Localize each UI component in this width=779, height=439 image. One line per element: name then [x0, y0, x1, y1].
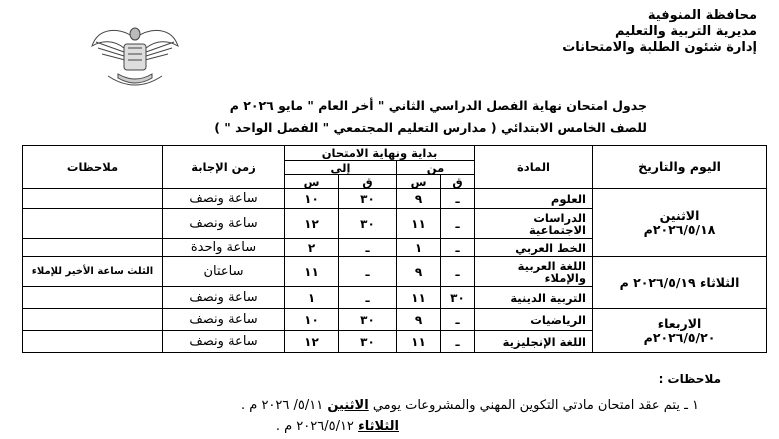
note-cell — [23, 331, 163, 353]
table-row — [23, 309, 767, 331]
subject-cell: الرياضيات — [475, 309, 593, 331]
from-hour-cell: ٩ — [397, 189, 441, 209]
egypt-eagle-emblem-icon — [88, 18, 182, 94]
subject-cell: اللغة الإنجليزية — [475, 331, 593, 353]
day-date: ٢٠٢٦/٥/٢٠م — [643, 329, 716, 345]
note-line-1-day: الاثنين — [327, 398, 369, 413]
note-cell: الثلث ساعة الأخير للإملاء — [23, 257, 163, 287]
subject-cell: العلوم — [475, 189, 593, 209]
from-hour-cell: ٩ — [397, 257, 441, 287]
directorate-name: مديرية التربية والتعليم — [614, 24, 757, 39]
day-cell — [593, 257, 767, 309]
governorate-name: محافظة المنوفية — [647, 8, 757, 23]
to-minute-cell: ـ — [339, 287, 397, 309]
header-answer-time: زمن الإجابة — [163, 146, 285, 189]
to-hour-cell: ١ — [285, 287, 339, 309]
from-minute-cell: ـ — [441, 239, 475, 257]
duration-cell: ساعة ونصف — [163, 287, 285, 309]
note-line-1 — [241, 398, 699, 413]
subject-cell: التربية الدينية — [475, 287, 593, 309]
table-row — [23, 257, 767, 287]
from-minute-cell: ـ — [441, 189, 475, 209]
note-cell — [23, 309, 163, 331]
from-minute-cell: ٣٠ — [441, 287, 475, 309]
subject-cell: الدراسات الاجتماعية — [475, 209, 593, 239]
from-minute-cell: ـ — [441, 309, 475, 331]
header-notes: ملاحظات — [23, 146, 163, 189]
duration-cell: ساعة ونصف — [163, 189, 285, 209]
table-row — [23, 189, 767, 209]
note-line-1-date: ٥/١١/ ٢٠٢٦ م . — [240, 398, 324, 413]
header-from: من — [397, 161, 475, 175]
header-subject: المادة — [475, 146, 593, 189]
document-title: جدول امتحان نهاية الفصل الدراسي الثاني " أخر العام " مايو ٢٠٢٦ م — [229, 98, 647, 113]
note-line-2-date: ٢٠٢٦/٥/١٢ م . — [275, 419, 354, 434]
header-to: إلى — [285, 161, 397, 175]
from-minute-cell: ـ — [441, 257, 475, 287]
notes-heading: ملاحظات : — [658, 372, 721, 386]
note-cell — [23, 239, 163, 257]
from-hour-cell: ١١ — [397, 331, 441, 353]
to-minute-cell: ٣٠ — [339, 331, 397, 353]
document-subtitle: للصف الخامس الابتدائي ( مدارس التعليم المجتمعي " الفصل الواحد " ) — [214, 120, 647, 135]
from-hour-cell: ٩ — [397, 309, 441, 331]
from-hour-cell: ١١ — [397, 209, 441, 239]
to-minute-cell: ٣٠ — [339, 189, 397, 209]
to-hour-cell: ١٠ — [285, 309, 339, 331]
day-cell — [593, 189, 767, 257]
administration-name: إدارة شئون الطلبة والامتحانات — [562, 40, 757, 55]
exam-schedule-table — [22, 145, 767, 353]
day-name: الثلاثاء ٢٠٢٦/٥/١٩ م — [619, 274, 740, 290]
note-cell — [23, 209, 163, 239]
to-minute-cell: ـ — [339, 257, 397, 287]
from-hour-cell: ١١ — [397, 287, 441, 309]
to-minute-cell: ٣٠ — [339, 209, 397, 239]
day-name: الاثنين — [659, 207, 700, 223]
duration-cell: ساعة ونصف — [163, 209, 285, 239]
subject-cell: الخط العربي — [475, 239, 593, 257]
from-minute-cell: ـ — [441, 209, 475, 239]
header-day-date: اليوم والتاريخ — [593, 146, 767, 189]
from-hour-cell: ١ — [397, 239, 441, 257]
to-minute-cell: ٣٠ — [339, 309, 397, 331]
to-hour-cell: ١١ — [285, 257, 339, 287]
subject-cell: اللغة العربية والإملاء — [475, 257, 593, 287]
header-hour: س — [285, 175, 339, 189]
table-header-row — [23, 146, 767, 161]
duration-cell: ساعتان — [163, 257, 285, 287]
to-hour-cell: ١٢ — [285, 209, 339, 239]
to-hour-cell: ١٠ — [285, 189, 339, 209]
issuer-header — [562, 8, 757, 56]
header-minute: ق — [339, 175, 397, 189]
day-date: ٢٠٢٦/٥/١٨م — [643, 221, 716, 237]
to-minute-cell: ـ — [339, 239, 397, 257]
from-minute-cell: ـ — [441, 331, 475, 353]
day-name: الاربعاء — [657, 315, 702, 331]
note-line-1-text: ١ ـ يتم عقد امتحان مادتي التكوين المهني والمشروعات يومي — [372, 398, 699, 413]
duration-cell: ساعة ونصف — [163, 331, 285, 353]
header-minute: ق — [441, 175, 475, 189]
note-line-2 — [276, 419, 399, 434]
header-hour: س — [397, 175, 441, 189]
day-cell — [593, 309, 767, 353]
note-cell — [23, 287, 163, 309]
header-exam-time: بداية ونهاية الامتحان — [285, 146, 475, 161]
note-cell — [23, 189, 163, 209]
duration-cell: ساعة واحدة — [163, 239, 285, 257]
duration-cell: ساعة ونصف — [163, 309, 285, 331]
to-hour-cell: ٢ — [285, 239, 339, 257]
note-line-2-day: الثلاثاء — [358, 419, 399, 434]
to-hour-cell: ١٢ — [285, 331, 339, 353]
